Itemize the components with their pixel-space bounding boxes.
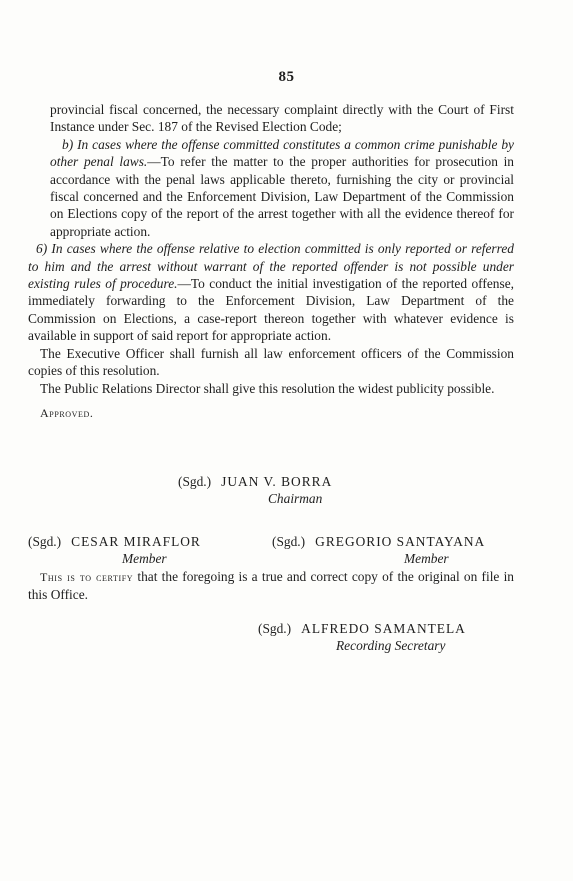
secretary-title: Recording Secretary [336, 638, 446, 653]
member-left-title: Member [122, 551, 167, 566]
paragraph-b-rest: —To refer the matter to the proper authorities for prosecution in accordance with the penal laws applicable thereto, furnishing the city or provincial fiscal concerned and the Enforcement Division, Law Department of the Commission on Elections copy of the report of the arrest together with all the evidence thereof for appropriate action. [50, 154, 514, 239]
member-right-name: GREGORIO SANTAYANA [315, 534, 486, 549]
paragraph-b-lead: b) In cases where the offense committed constitutes a common crime punishable by other penal laws. [50, 136, 514, 170]
approved-label: Approved. [40, 405, 94, 420]
signature-member-left [28, 533, 201, 567]
certification-lead: This is to certify [40, 570, 134, 584]
sgd-label: (Sgd.) [258, 621, 292, 636]
certification-rest: that the foregoing is a true and correct copy of the original on file in this Office. [28, 569, 514, 603]
member-right-title: Member [404, 551, 449, 566]
paragraph-executive-officer: The Executive Officer shall furnish all law enforcement officers of the Commission copies of this resolution. [28, 345, 514, 379]
paragraph-6-rest: —To conduct the initial investigation of the reported offense, immediately forwarding to the Enforcement Division, Law Department of the Commission on Elections, a case-report thereon together with whatever evidence is available in support of said report for appropriate action. [28, 276, 514, 344]
paragraph-b [28, 136, 514, 240]
member-left-name: CESAR MIRAFLOR [71, 534, 201, 549]
secretary-name: ALFREDO SAMANTELA [301, 621, 466, 636]
sgd-label: (Sgd.) [178, 474, 212, 489]
signature-chairman [178, 473, 332, 507]
chairman-name: JUAN V. BORRA [221, 474, 333, 489]
sgd-label: (Sgd.) [28, 534, 62, 549]
paragraph-6-lead: 6) In cases where the offense relative to election committed is only reported or referred to him and the arrest without warrant of the reported offender is not possible under existing rules of procedure. [28, 241, 514, 292]
sgd-label: (Sgd.) [272, 534, 306, 549]
paragraph-6 [28, 240, 514, 344]
resolution-body [28, 101, 514, 422]
signature-secretary [258, 620, 466, 654]
chairman-title: Chairman [268, 491, 323, 506]
paragraph-a-continuation: provincial fiscal concerned, the necessary complaint directly with the Court of First Instance under Sec. 187 of the Revised Election Code; [50, 102, 514, 135]
page-number: 85 [278, 69, 295, 85]
signature-member-right [272, 533, 485, 567]
paragraph-public-relations: The Public Relations Director shall give this resolution the widest publicity possible. [40, 380, 495, 396]
certification-paragraph [28, 568, 514, 604]
